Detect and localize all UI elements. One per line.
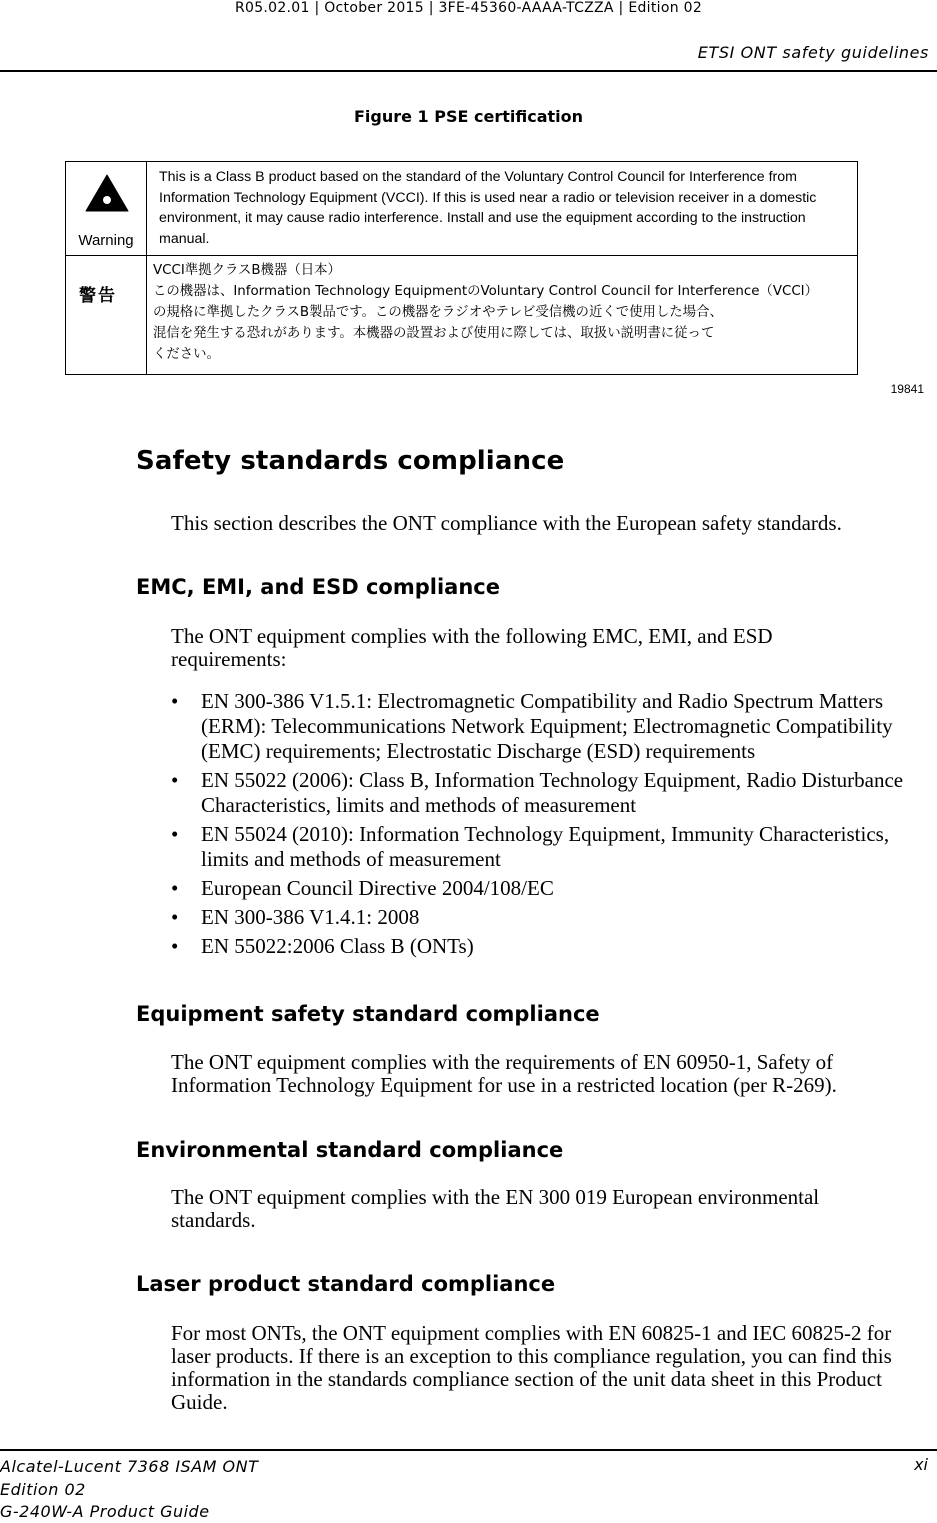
figure-id: 19841 (890, 382, 924, 396)
list-item: • EN 300-386 V1.5.1: Electromagnetic Compatibility and Radio Spectrum Matters (ERM): Telecommunications Network Equipment; Electromagnetic Compatibility (EMC) requirements; Electrostatic Discharge (ESD) requirements (171, 689, 893, 763)
safety-heading: Safety standards compliance (136, 446, 565, 476)
laser-text: For most ONTs, the ONT equipment complies with EN 60825-1 and IEC 60825-2 for laser products. If there is an exception to this compliance regulation, you can find this information in the standards compliance section of the unit data sheet in this Product Guide. (171, 1321, 892, 1414)
list-item: • EN 55022:2006 Class B (ONTs) (171, 934, 474, 958)
english-warning-row (66, 162, 857, 256)
footer-guide: G-240W-A Product Guide (0, 1502, 210, 1521)
japanese-warning-row (66, 255, 857, 374)
equipment-text: The ONT equipment complies with the requirements of EN 60950-1, Safety of Information Technology Equipment for use in a restricted location (per R-269). (171, 1050, 837, 1097)
page-number: xi (914, 1455, 928, 1474)
emc-text: The ONT equipment complies with the following EMC, EMI, and ESD requirements: (171, 624, 773, 671)
emc-requirements-list (171, 689, 937, 963)
header-rule (0, 70, 937, 72)
pse-certification-table (65, 161, 858, 375)
bullet-icon: • (171, 768, 179, 792)
figure-caption: Figure 1 PSE certification (353, 107, 584, 126)
japanese-line: の規格に準拠したクラスB製品です。この機器をラジオやテレビ受信機の近くで使用した場合、 (153, 305, 723, 320)
bullet-icon: • (171, 689, 179, 713)
list-item: • EN 55024 (2010): Information Technology Equipment, Immunity Characteristics, limits and methods of measurement (171, 822, 890, 871)
warning-label: Warning (78, 232, 134, 249)
footer-product: Alcatel-Lucent 7368 ISAM ONT (0, 1457, 259, 1476)
document-id: R05.02.01 | October 2015 | 3FE-45360-AAAA-TCZZA | Edition 02 (234, 0, 703, 16)
bullet-icon: • (171, 905, 179, 929)
footer-rule (0, 1449, 937, 1451)
list-item: • EN 300-386 V1.4.1: 2008 (171, 905, 420, 929)
warning-text: This is a Class B product based on the standard of the Voluntary Control Council for Interference from Information Technology Equipment (VCCI). If this is used near a radio or television receiver in a domestic environment, it may cause radio interference. Install and use the equipment according to the instruction manual. (159, 169, 817, 247)
japanese-line: 混信を発生する恐れがあります。本機器の設置および使用に際しては、取扱い説明書に従って (153, 326, 715, 341)
running-title: ETSI ONT safety guidelines (697, 43, 929, 62)
japanese-line: この機器は、Information Technology EquipmentのVoluntary Control Council for Interference（VCCI） (153, 284, 819, 299)
list-item: • EN 55022 (2006): Class B, Information Technology Equipment, Radio Disturbance Characteristics, limits and methods of measurement (171, 768, 904, 817)
warning-triangle-icon (85, 174, 129, 212)
japanese-line: VCCI準拠クラスB機器（日本） (153, 263, 341, 278)
japanese-warning-text (153, 260, 859, 365)
japanese-line: ください。 (153, 347, 220, 362)
bullet-icon: • (171, 934, 179, 958)
equipment-heading: Equipment safety standard compliance (136, 1002, 600, 1026)
footer-edition: Edition 02 (0, 1480, 86, 1499)
laser-heading: Laser product standard compliance (136, 1272, 556, 1296)
japanese-warning-label: 警告 (79, 286, 117, 306)
environmental-heading: Environmental standard compliance (136, 1138, 564, 1162)
safety-text: This section describes the ONT compliance with the European safety standards. (171, 511, 842, 535)
list-item: • European Council Directive 2004/108/EC (171, 876, 554, 900)
bullet-icon: • (171, 876, 179, 900)
bullet-icon: • (171, 822, 179, 846)
emc-heading: EMC, EMI, and ESD compliance (136, 575, 500, 599)
environmental-text: The ONT equipment complies with the EN 300 019 European environmental standards. (171, 1185, 820, 1232)
